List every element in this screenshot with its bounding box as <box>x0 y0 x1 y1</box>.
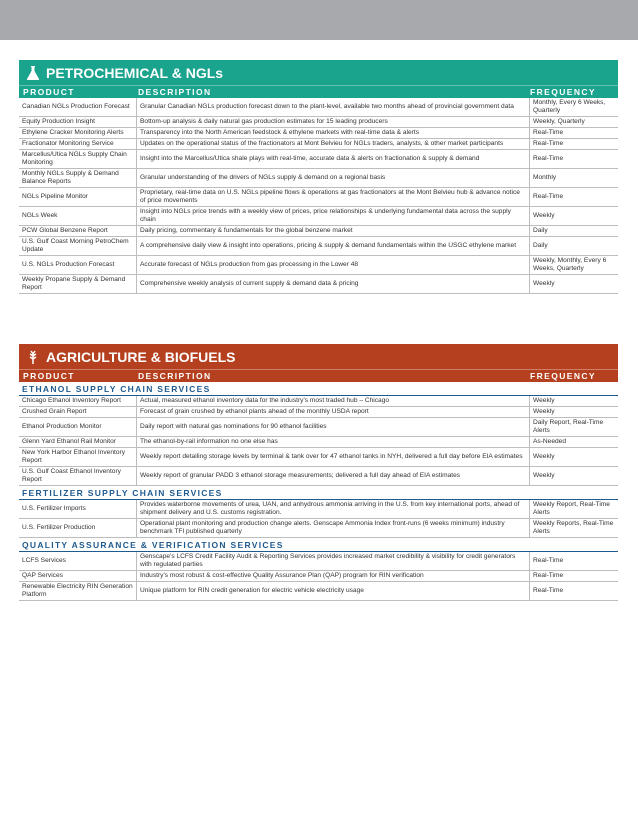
description-cell: Weekly report detailing storage levels by terminal & tank over for 47 ethanol tanks in NYH, delivered a full day before EIA estimates <box>137 448 530 467</box>
product-cell: LCFS Services <box>19 552 137 571</box>
petrochemical-table <box>19 98 618 294</box>
table-row <box>19 188 618 207</box>
table-row <box>19 552 618 571</box>
description-cell: Accurate forecast of NGLs production from gas processing in the Lower 48 <box>137 256 530 275</box>
description-cell: Comprehensive weekly analysis of current supply & demand data & pricing <box>137 275 530 294</box>
frequency-cell: Weekly <box>530 448 619 467</box>
frequency-cell: Real-Time <box>530 128 619 139</box>
agriculture-group-table <box>19 500 618 538</box>
product-cell: U.S. Fertilizer Production <box>19 519 137 538</box>
product-cell: Glenn Yard Ethanol Rail Monitor <box>19 437 137 448</box>
frequency-cell: Real-Time <box>530 582 619 601</box>
frequency-cell: Real-Time <box>530 571 619 582</box>
frequency-cell: Weekly <box>530 467 619 486</box>
petrochemical-title: PETROCHEMICAL & NGLs <box>46 64 224 81</box>
agriculture-group-table <box>19 552 618 601</box>
table-row <box>19 448 618 467</box>
product-cell: Chicago Ethanol Inventory Report <box>19 396 137 407</box>
description-cell: Daily pricing, commentary & fundamentals for the global benzene market <box>137 226 530 237</box>
product-cell: New York Harbor Ethanol Inventory Report <box>19 448 137 467</box>
description-cell: Actual, measured ethanol inventory data for the industry's most traded hub – Chicago <box>137 396 530 407</box>
table-row <box>19 207 618 226</box>
frequency-cell: Monthly, Every 6 Weeks, Quarterly <box>530 98 619 117</box>
product-cell: Ethylene Cracker Monitoring Alerts <box>19 128 137 139</box>
frequency-cell: Monthly <box>530 169 619 188</box>
table-row <box>19 437 618 448</box>
group-subheading: QUALITY ASSURANCE & VERIFICATION SERVICES <box>19 538 618 552</box>
description-cell: Unique platform for RIN credit generation for electric vehicle electricity usage <box>137 582 530 601</box>
header-description: DESCRIPTION <box>138 371 212 381</box>
frequency-cell: Weekly <box>530 275 619 294</box>
agriculture-section <box>19 344 618 601</box>
table-row <box>19 117 618 128</box>
frequency-cell: Weekly, Quarterly <box>530 117 619 128</box>
table-row <box>19 467 618 486</box>
agriculture-group-table <box>19 396 618 486</box>
description-cell: Insight into NGLs price trends with a weekly view of prices, price relationships & underlying fundamental data across the supply chain <box>137 207 530 226</box>
group-subheading: ETHANOL SUPPLY CHAIN SERVICES <box>19 382 618 396</box>
petrochemical-title-bar <box>19 60 618 85</box>
agriculture-title: AGRICULTURE & BIOFUELS <box>46 348 236 365</box>
description-cell: Provides waterborne movements of urea, UAN, and anhydrous ammonia arriving in the U.S. from key international ports, ahead of shipment delivery and U.S. customs registration. <box>137 500 530 519</box>
product-cell: U.S. NGLs Production Forecast <box>19 256 137 275</box>
description-cell: A comprehensive daily view & insight into operations, pricing & supply & demand fundamentals within the USGC ethylene market <box>137 237 530 256</box>
table-row <box>19 500 618 519</box>
frequency-cell: Real-Time <box>530 552 619 571</box>
description-cell: Forecast of grain crushed by ethanol plants ahead of the monthly USDA report <box>137 407 530 418</box>
product-cell: Renewable Electricity RIN Generation Platform <box>19 582 137 601</box>
description-cell: Bottom-up analysis & daily natural gas production estimates for 15 leading producers <box>137 117 530 128</box>
header-product: PRODUCT <box>23 87 75 97</box>
table-row <box>19 571 618 582</box>
table-row <box>19 407 618 418</box>
table-row <box>19 98 618 117</box>
description-cell: Transparency into the North American feedstock & ethylene markets with real-time data & alerts <box>137 128 530 139</box>
wheat-icon <box>25 349 41 365</box>
petrochemical-section <box>19 60 618 294</box>
product-cell: NGLs Week <box>19 207 137 226</box>
product-cell: PCW Global Benzene Report <box>19 226 137 237</box>
frequency-cell: Weekly Reports, Real-Time Alerts <box>530 519 619 538</box>
table-row <box>19 582 618 601</box>
product-cell: Canadian NGLs Production Forecast <box>19 98 137 117</box>
top-banner <box>0 0 638 40</box>
table-row <box>19 418 618 437</box>
group-subheading: FERTILIZER SUPPLY CHAIN SERVICES <box>19 486 618 500</box>
description-cell: Industry's most robust & cost-effective Quality Assurance Plan (QAP) program for RIN verification <box>137 571 530 582</box>
product-cell: Fractionator Monitoring Service <box>19 139 137 150</box>
frequency-cell: Real-Time <box>530 139 619 150</box>
description-cell: Weekly report of granular PADD 3 ethanol storage measurements; delivered a full day ahead of EIA estimates <box>137 467 530 486</box>
petrochemical-header-row <box>19 85 618 98</box>
product-cell: Monthly NGLs Supply & Demand Balance Reports <box>19 169 137 188</box>
table-row <box>19 128 618 139</box>
table-row <box>19 396 618 407</box>
frequency-cell: Weekly <box>530 396 619 407</box>
frequency-cell: As-Needed <box>530 437 619 448</box>
frequency-cell: Weekly <box>530 207 619 226</box>
table-row <box>19 519 618 538</box>
description-cell: Granular understanding of the drivers of NGLs supply & demand on a regional basis <box>137 169 530 188</box>
description-cell: Proprietary, real-time data on U.S. NGLs pipeline flows & operations at gas fractionators at the Mont Belvieu hub & advance notice of price movements <box>137 188 530 207</box>
frequency-cell: Weekly, Monthly, Every 6 Weeks, Quarterly <box>530 256 619 275</box>
description-cell: Daily report with natural gas nominations for 90 ethanol facilities <box>137 418 530 437</box>
description-cell: Updates on the operational status of the fractionators at Mont Belvieu for NGLs traders, analysts, & other market participants <box>137 139 530 150</box>
frequency-cell: Daily <box>530 237 619 256</box>
product-cell: Marcellus/Utica NGLs Supply Chain Monitoring <box>19 150 137 169</box>
product-cell: Equity Production Insight <box>19 117 137 128</box>
product-cell: U.S. Gulf Coast Morning PetroChem Update <box>19 237 137 256</box>
frequency-cell: Daily <box>530 226 619 237</box>
product-cell: Weekly Propane Supply & Demand Report <box>19 275 137 294</box>
product-cell: NGLs Pipeline Monitor <box>19 188 137 207</box>
description-cell: Genscape's LCFS Credit Facility Audit & Reporting Services provides increased market credibility & visibility for credit generators with regulated parties <box>137 552 530 571</box>
table-row <box>19 169 618 188</box>
frequency-cell: Real-Time <box>530 150 619 169</box>
description-cell: Operational plant monitoring and production change alerts. Genscape Ammonia Index front-runs (6 weeks minimum) industry benchmark TFI published quarterly <box>137 519 530 538</box>
frequency-cell: Real-Time <box>530 188 619 207</box>
table-row <box>19 139 618 150</box>
header-frequency: FREQUENCY <box>530 371 596 381</box>
frequency-cell: Weekly Report, Real-Time Alerts <box>530 500 619 519</box>
description-cell: The ethanol-by-rail information no one else has <box>137 437 530 448</box>
flask-icon <box>25 65 41 81</box>
table-row <box>19 237 618 256</box>
product-cell: U.S. Fertilizer Imports <box>19 500 137 519</box>
description-cell: Granular Canadian NGLs production forecast down to the plant-level, available two months ahead of provincial government data <box>137 98 530 117</box>
table-row <box>19 275 618 294</box>
table-row <box>19 226 618 237</box>
frequency-cell: Weekly <box>530 407 619 418</box>
product-cell: Ethanol Production Monitor <box>19 418 137 437</box>
agriculture-header-row <box>19 369 618 382</box>
table-row <box>19 150 618 169</box>
product-cell: Crushed Grain Report <box>19 407 137 418</box>
frequency-cell: Daily Report, Real-Time Alerts <box>530 418 619 437</box>
product-cell: QAP Services <box>19 571 137 582</box>
description-cell: Insight into the Marcellus/Utica shale plays with real-time, accurate data & alerts on fractionation & supply & demand <box>137 150 530 169</box>
header-product: PRODUCT <box>23 371 75 381</box>
header-frequency: FREQUENCY <box>530 87 596 97</box>
product-cell: U.S. Gulf Coast Ethanol Inventory Report <box>19 467 137 486</box>
table-row <box>19 256 618 275</box>
agriculture-title-bar <box>19 344 618 369</box>
header-description: DESCRIPTION <box>138 87 212 97</box>
